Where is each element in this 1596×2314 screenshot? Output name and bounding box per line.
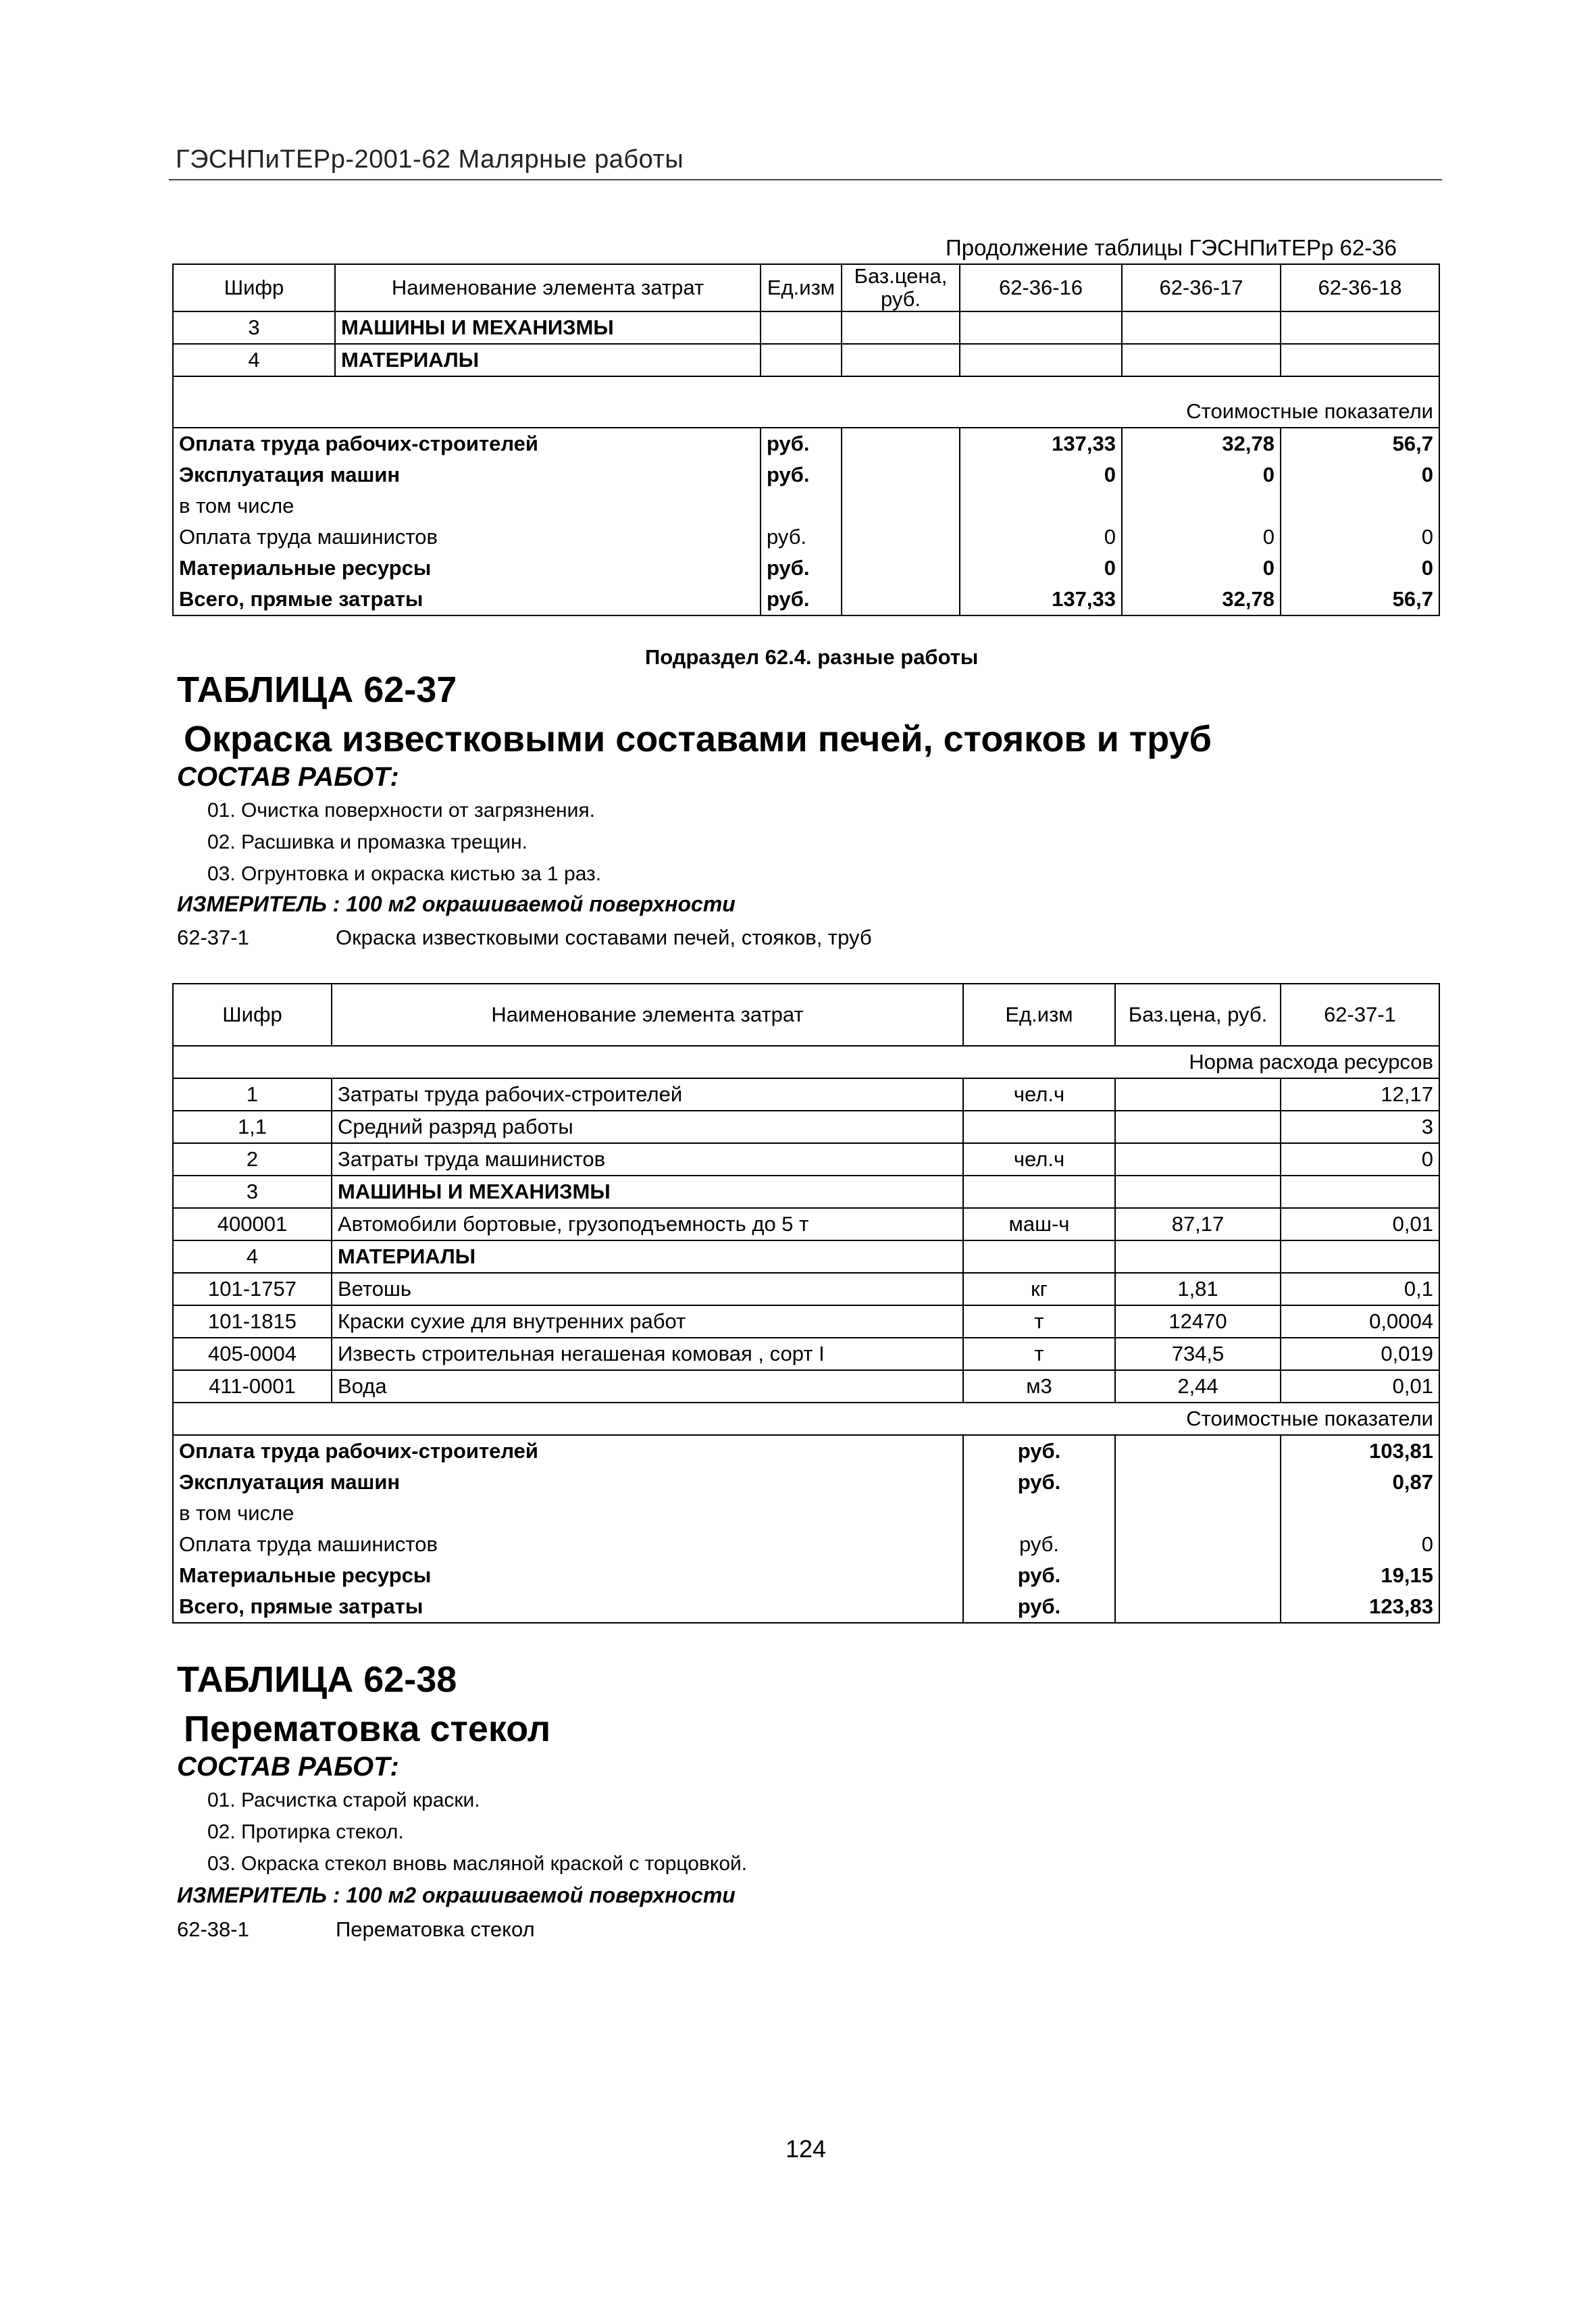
col-header-price: Баз.цена, руб.: [842, 264, 960, 311]
cost-label: в том числе: [173, 491, 761, 522]
table-row: 101-1815 Краски сухие для внутренних работ т 12470 0,0004: [173, 1305, 1439, 1338]
table-row: 405-0004 Известь строительная негашеная комовая , сорт I т 734,5 0,019: [173, 1338, 1439, 1370]
cost-label: Оплата труда машинистов: [173, 1529, 963, 1560]
col-header-62-36-18: 62-36-18: [1281, 264, 1439, 311]
norm-code-62-37-1: 62-37-1: [177, 926, 249, 949]
page-number: 124: [786, 2135, 827, 2163]
cost-label: Материальные ресурсы: [173, 1560, 963, 1591]
table-row: 2 Затраты труда машинистов чел.ч 0: [173, 1143, 1439, 1176]
table-row: 400001 Автомобили бортовые, грузоподъемность до 5 т маш-ч 87,17 0,01: [173, 1208, 1439, 1240]
cost-label: Оплата труда рабочих-строителей: [173, 428, 761, 459]
norm-description-62-38-1: Перематовка стекол: [336, 1917, 535, 1941]
work-item: 02. Расшивка и промазка трещин.: [207, 831, 527, 853]
col-header-62-36-16: 62-36-16: [960, 264, 1122, 311]
table-62-37: Шифр Наименование элемента затрат Ед.изм Баз.цена, руб. 62-37-1 Норма расхода ресурсов 1 Затраты труда рабочих-строителей чел.ч 12,17 1,1 Средний разряд работы 3 2 Затраты труда машинистов чел.ч 0 3 МАШИНЫ И МЕХАНИЗМЫ 400001 Автомобили бортовые, грузоподъемность до 5 т маш-ч 87,17 0,01 4 МАТЕРИАЛЫ 101-1757 Ветошь кг 1,81 0,1 101-1815 Краски сухие для внутренних работ т 12470 0,0004 405-0004 Известь строительная негашеная комовая , сорт I т 734,5 0,019 411-0001 Вода м3 2,44 0,01 Стоимостные показатели Оплата труда рабочих-строителей руб. 103,81 Эксплуатация машин руб. 0,87 в том числе Оплата труда машинистов руб. 0 Материальные ресурсы руб. 19,15 Всего, прямые затраты руб. 123,83: [172, 983, 1440, 1624]
col-header-unit: Ед.изм: [761, 264, 842, 311]
norm-description-62-37-1: Окраска известковыми составами печей, стояков, труб: [336, 926, 872, 949]
sostav-heading-62-37: СОСТАВ РАБОТ:: [177, 762, 399, 792]
table-row: 1,1 Средний разряд работы 3: [173, 1111, 1439, 1143]
work-item: 03. Окраска стекол вновь масляной краской с торцовкой.: [207, 1853, 748, 1875]
col-header-code: Шифр: [173, 264, 335, 311]
section-title-62-38: Перематовка стекол: [184, 1709, 551, 1749]
cost-label: Всего, прямые затраты: [173, 1591, 963, 1623]
col-header-price: Баз.цена, руб.: [1115, 984, 1281, 1046]
cost-label: Эксплуатация машин: [173, 459, 761, 491]
work-item: 02. Протирка стекол.: [207, 1821, 404, 1843]
norm-code-62-38-1: 62-38-1: [177, 1917, 249, 1941]
col-header-name: Наименование элемента затрат: [335, 264, 761, 311]
sostav-heading-62-38: СОСТАВ РАБОТ:: [177, 1752, 399, 1782]
measurement-unit-62-38: ИЗМЕРИТЕЛЬ : 100 м2 окрашиваемой поверхности: [177, 1883, 736, 1907]
cost-section-header: Стоимостные показатели: [173, 1403, 1439, 1435]
norm-section-header: Норма расхода ресурсов: [173, 1046, 1439, 1078]
col-header-unit: Ед.изм: [963, 984, 1115, 1046]
cost-label: Материальные ресурсы: [173, 553, 761, 584]
work-item: 01. Очистка поверхности от загрязнения.: [207, 799, 595, 822]
work-item: 01. Расчистка старой краски.: [207, 1789, 480, 1811]
table-row: 4 МАТЕРИАЛЫ: [173, 1240, 1439, 1273]
cost-label: Всего, прямые затраты: [173, 584, 761, 615]
cost-label: в том числе: [173, 1498, 963, 1529]
table-row: 101-1757 Ветошь кг 1,81 0,1: [173, 1273, 1439, 1305]
cost-label: Оплата труда рабочих-строителей: [173, 1435, 963, 1467]
table-row: 4 МАТЕРИАЛЫ: [173, 344, 1439, 376]
table-row: 3 МАШИНЫ И МЕХАНИЗМЫ: [173, 1176, 1439, 1208]
col-header-62-37-1: 62-37-1: [1281, 984, 1439, 1046]
section-title-62-37: Окраска известковыми составами печей, стояков и труб: [184, 719, 1212, 759]
col-header-name: Наименование элемента затрат: [332, 984, 963, 1046]
work-item: 03. Огрунтовка и окраска кистью за 1 раз.: [207, 863, 602, 885]
table-row: 411-0001 Вода м3 2,44 0,01: [173, 1370, 1439, 1403]
col-header-62-36-17: 62-36-17: [1122, 264, 1281, 311]
subsection-title: Подраздел 62.4. разные работы: [645, 645, 979, 669]
table-row: 3 МАШИНЫ И МЕХАНИЗМЫ: [173, 311, 1439, 344]
cost-label: Эксплуатация машин: [173, 1467, 963, 1498]
cost-section-header: Стоимостные показатели: [173, 396, 1439, 428]
table-row: 1 Затраты труда рабочих-строителей чел.ч 12,17: [173, 1078, 1439, 1111]
measurement-unit-62-37: ИЗМЕРИТЕЛЬ : 100 м2 окрашиваемой поверхности: [177, 892, 736, 916]
table-continuation-caption: Продолжение таблицы ГЭСНПиТЕРр 62-36: [946, 235, 1397, 260]
running-header: ГЭСНПиТЕРр-2001-62 Малярные работы: [176, 145, 684, 174]
header-rule: [169, 179, 1442, 180]
cost-label: Оплата труда машинистов: [173, 522, 761, 553]
col-header-code: Шифр: [173, 984, 332, 1046]
table-title-62-38: ТАБЛИЦА 62-38: [177, 1659, 457, 1700]
table-title-62-37: ТАБЛИЦА 62-37: [177, 670, 457, 710]
table-62-36-continuation: Шифр Наименование элемента затрат Ед.изм Баз.цена, руб. 62-36-16 62-36-17 62-36-18 3 МАШИНЫ И МЕХАНИЗМЫ 4 МАТЕРИАЛЫ Стоимостные показатели Оплата труда рабочих-строителей руб. 137,33 32,78 56,7 Эксплуатация машин руб. 0 0 0 в том числе Оплата труда машинистов руб. 0 0 0 Материальные ресурсы руб. 0 0 0 Всего, прямые затраты руб. 137,33 32,78 56,7: [172, 263, 1440, 616]
